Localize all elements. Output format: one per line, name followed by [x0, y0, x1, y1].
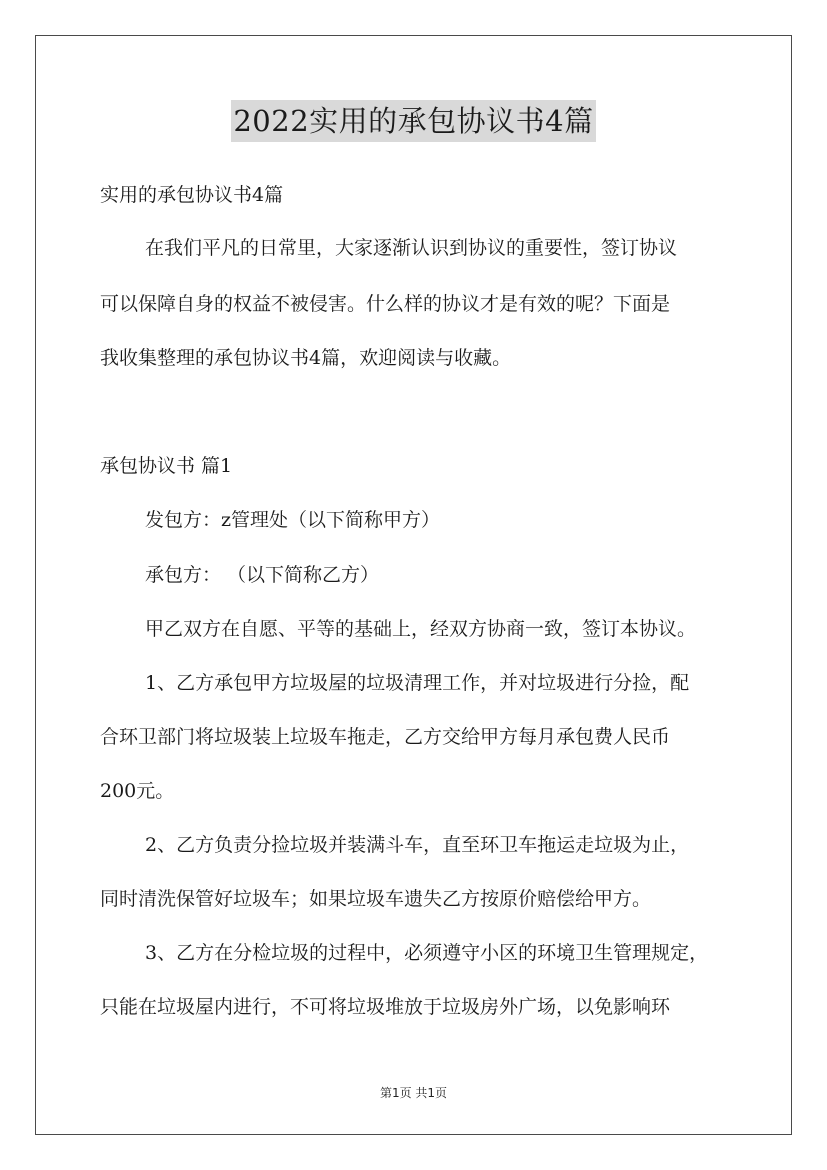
document-subtitle: 实用的承包协议书4篇 [100, 184, 284, 206]
page-number: 第1页 共1页 [379, 1086, 448, 1100]
clause3-line-2: 只能在垃圾屋内进行，不可将垃圾堆放于垃圾房外广场，以免影响环 [100, 996, 671, 1018]
document-title-text: 2022实用的承包协议书4篇 [231, 100, 595, 142]
clause1-line-1: 1、乙方承包甲方垃圾屋的垃圾清理工作，并对垃圾进行分捡，配 [145, 672, 690, 694]
section-heading: 承包协议书 篇1 [100, 455, 233, 477]
clause2-line-2: 同时清洗保管好垃圾车；如果垃圾车遗失乙方按原价赔偿给甲方。 [100, 888, 652, 910]
intro-line-1: 在我们平凡的日常里，大家逐渐认识到协议的重要性，签订协议 [145, 237, 678, 259]
document-title [0, 100, 827, 142]
clause2-line-1: 2、乙方负责分捡垃圾并装满斗车，直至环卫车拖运走垃圾为止， [145, 834, 690, 856]
agreement-intro-line: 甲乙双方在自愿、平等的基础上，经双方协商一致，签订本协议。 [145, 618, 697, 640]
clause3-line-1: 3、乙方在分检垃圾的过程中，必须遵守小区的环境卫生管理规定， [145, 942, 709, 964]
intro-line-2: 可以保障自身的权益不被侵害。什么样的协议才是有效的呢？下面是 [100, 293, 671, 315]
party-a-line: 发包方：z管理处（以下简称甲方） [145, 509, 441, 531]
intro-line-3: 我收集整理的承包协议书4篇，欢迎阅读与收藏。 [100, 347, 512, 369]
clause1-line-3: 200元。 [100, 780, 175, 802]
clause1-line-2: 合环卫部门将垃圾装上垃圾车拖走，乙方交给甲方每月承包费人民币 [100, 726, 671, 748]
party-b-line: 承包方： （以下简称乙方） [145, 564, 380, 586]
